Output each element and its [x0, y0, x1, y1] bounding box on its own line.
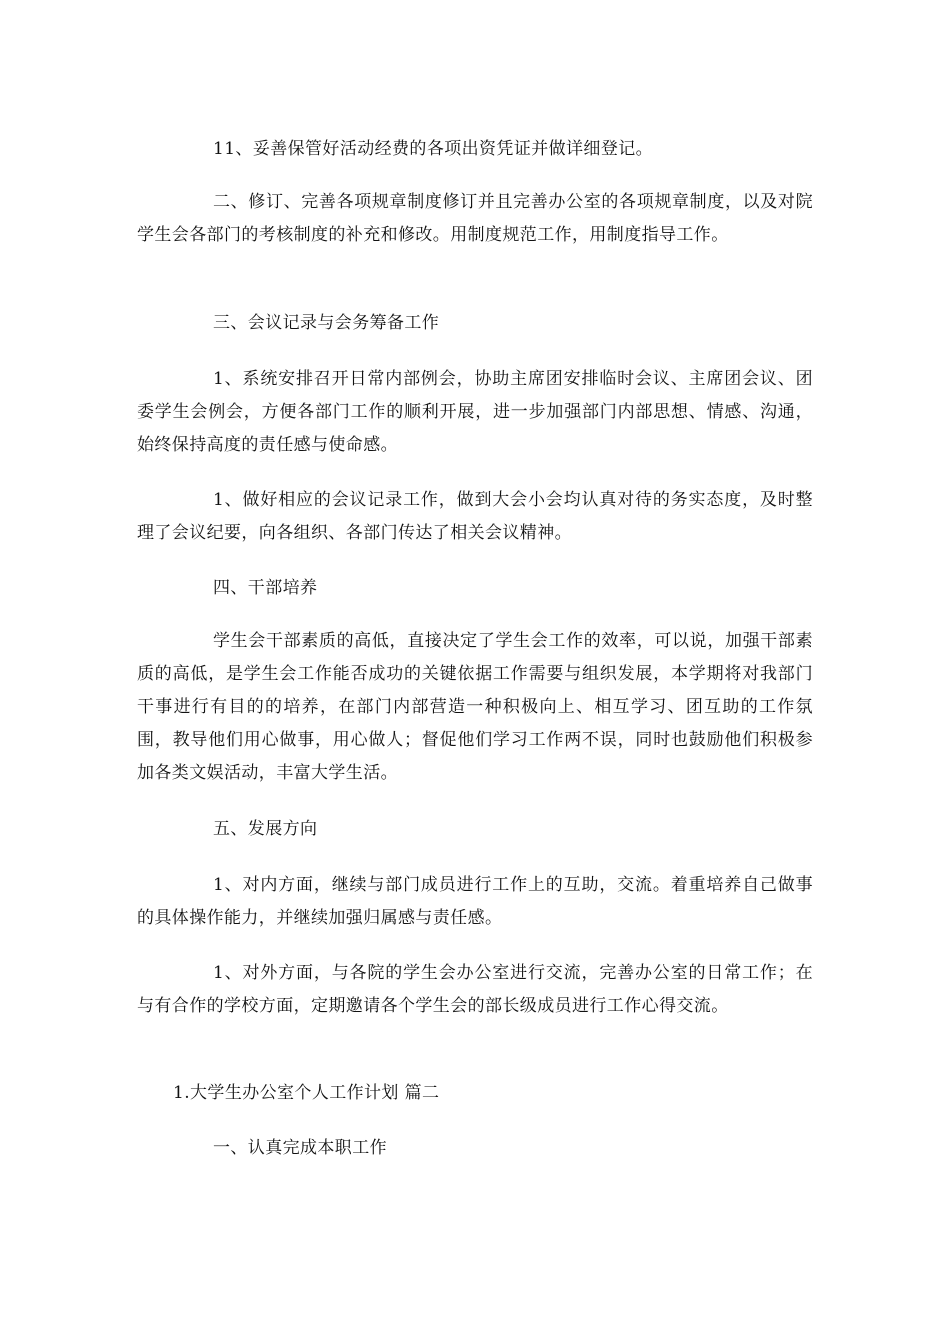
- section-heading-cadre-training: 四、干部培养: [213, 578, 318, 598]
- paragraph-meeting-records: 1、做好相应的会议记录工作，做到大会小会均认真对待的务实态度，及时整理了会议纪要，向各组织、各部门传达了相关会议精神。: [137, 490, 813, 543]
- paragraph-internal-development: 1、对内方面，继续与部门成员进行工作上的互助，交流。着重培养自己做事的具体操作能力，并继续加强归属感与责任感。: [137, 875, 813, 928]
- paragraph-cadre-training: 学生会干部素质的高低，直接决定了学生会工作的效率，可以说，加强干部素质的高低，是学生会工作能否成功的关键依据工作需要与组织发展，本学期将对我部门干事进行有目的的培养，在部门内部营造一种积极向上、相互学习、团互助的工作氛围，教导他们用心做事，用心做人；督促他们学习工作两不误，同时也鼓励他们积极参加各类文娱活动，丰富大学生活。: [137, 631, 813, 783]
- section-title-part-two: 1.大学生办公室个人工作计划 篇二: [173, 1083, 440, 1103]
- paragraph-item-11: 11、妥善保管好活动经费的各项出资凭证并做详细登记。: [213, 139, 654, 159]
- paragraph-external-development: 1、对外方面，与各院的学生会办公室进行交流，完善办公室的日常工作；在与有合作的学校方面，定期邀请各个学生会的部长级成员进行工作心得交流。: [137, 963, 813, 1016]
- paragraph-rules-revision: 二、修订、完善各项规章制度修订并且完善办公室的各项规章制度，以及对院学生会各部门的考核制度的补充和修改。用制度规范工作，用制度指导工作。: [137, 192, 813, 245]
- section-heading-meetings: 三、会议记录与会务筹备工作: [213, 313, 440, 333]
- section-heading-development: 五、发展方向: [213, 819, 318, 839]
- paragraph-meetings-arrange: 1、系统安排召开日常内部例会，协助主席团安排临时会议、主席团会议、团委学生会例会，方便各部门工作的顺利开展，进一步加强部门内部思想、情感、沟通，始终保持高度的责任感与使命感。: [137, 369, 813, 455]
- section-heading-duties: 一、认真完成本职工作: [213, 1138, 387, 1158]
